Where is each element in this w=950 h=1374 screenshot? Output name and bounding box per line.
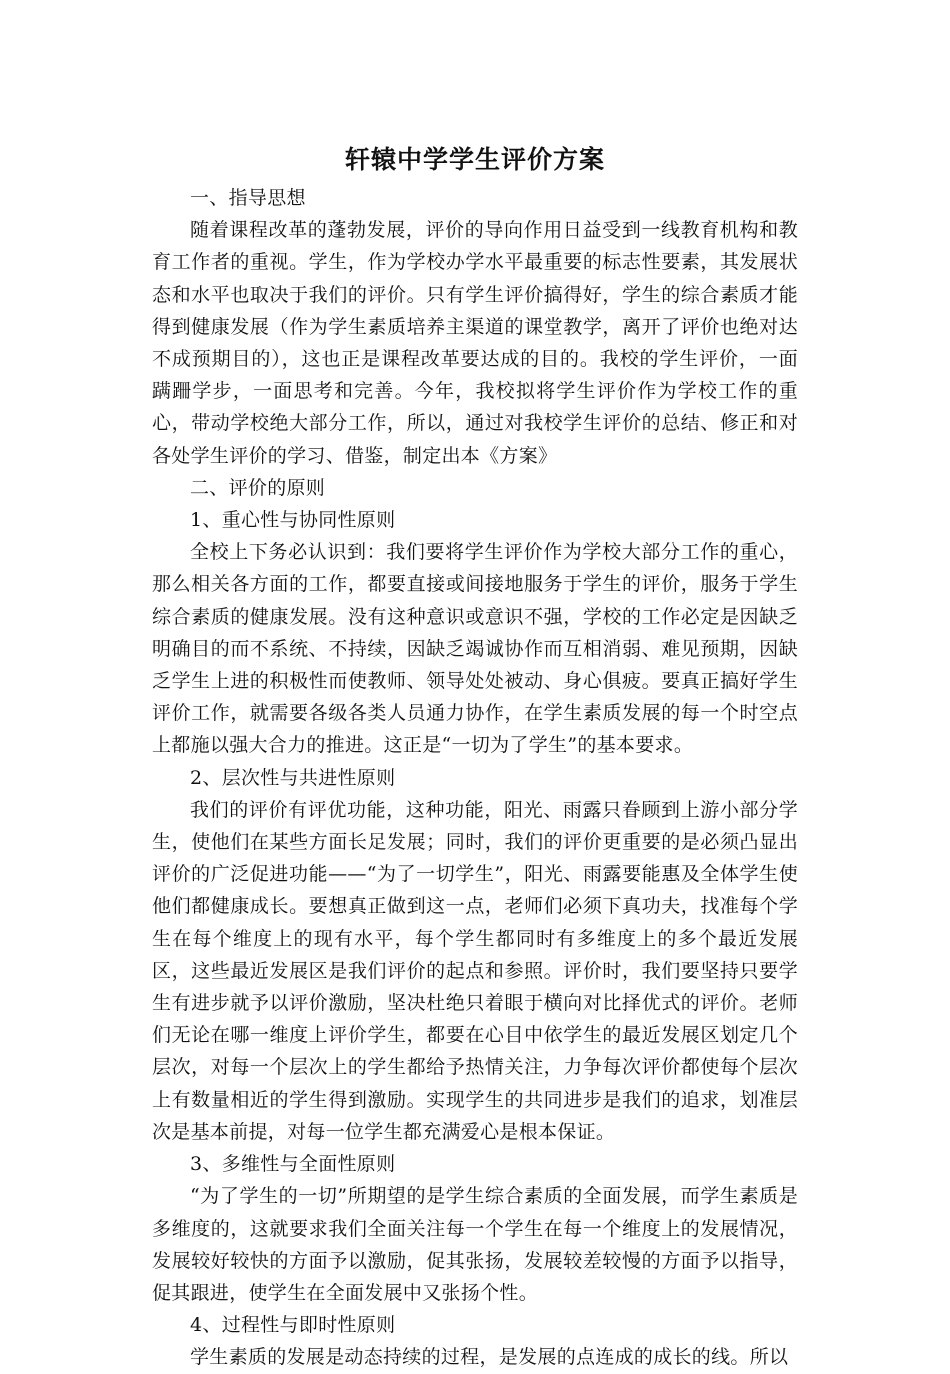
paragraph: 随着课程改革的蓬勃发展，评价的导向作用日益受到一线教育机构和教育工作者的重视。学生，作为学校办学水平最重要的标志性要素，其发展状态和水平也取决于我们的评价。只有学生评价搞得好，学生的综合素质才能得到健康发展（作为学生素质培养主渠道的课堂教学，离开了评价也绝对达不成预期目的），这也正是课程改革要达成的目的。我校的学生评价，一面蹒跚学步，一面思考和完善。今年，我校拟将学生评价作为学校工作的重心，带动学校绝大部分工作，所以，通过对我校学生评价的总结、修正和对各处学生评价的学习、借鉴，制定出本《方案》 [152,219,798,467]
section-heading: 二、评价的原则 [190,476,326,499]
subsection-heading: 3、多维性与全面性原则 [190,1153,396,1176]
paragraph: 我们的评价有评优功能，这种功能，阳光、雨露只眷顾到上游小部分学生，使他们在某些方面长足发展；同时，我们的评价更重要的是必须凸显出评价的广泛促进功能——“为了一切学生”，阳光、雨露要能惠及全体学生使他们都健康成长。要想真正做到这一点，老师们必须下真功夫，找准每个学生在每个维度上的现有水平，每个学生都同时有多维度上的多个最近发展区，这些最近发展区是我们评价的起点和参照。评价时，我们要坚持只要学生有进步就予以评价激励，坚决杜绝只着眼于横向对比择优式的评价。老师们无论在哪一维度上评价学生，都要在心目中依学生的最近发展区划定几个层次，对每一个层次上的学生都给予热情关注，力争每次评价都使每个层次上有数量相近的学生得到激励。实现学生的共同进步是我们的追求，划准层次是基本前提，对每一位学生都充满爱心是根本保证。 [152,798,798,1143]
subsection-heading: 1、重心性与协同性原则 [190,509,396,532]
document-title: 轩辕中学学生评价方案 [344,145,605,174]
subsection-heading: 4、过程性与即时性原则 [190,1314,396,1337]
document-page [152,140,798,1374]
subsection-heading: 2、层次性与共进性原则 [190,766,396,789]
section-heading: 一、指导思想 [190,187,306,209]
paragraph: 学生素质的发展是动态持续的过程，是发展的点连成的成长的线。所以 [190,1346,789,1369]
paragraph: “为了学生的一切”所期望的是学生综合素质的全面发展，而学生素质是多维度的，这就要求我们全面关注每一个学生在每一个维度上的发展情况，发展较好较快的方面予以激励，促其张扬，发展较差较慢的方面予以指导，促其跟进，使学生在全面发展中又张扬个性。 [152,1185,798,1304]
paragraph: 全校上下务必认识到：我们要将学生评价作为学校大部分工作的重心，那么相关各方面的工作，都要直接或间接地服务于学生的评价，服务于学生综合素质的健康发展。没有这种意识或意识不强，学校的工作必定是因缺乏明确目的而不系统、不持续，因缺乏竭诚协作而互相消弱、难见预期，因缺乏学生上进的积极性而使教师、领导处处被动、身心俱疲。要真正搞好学生评价工作，就需要各级各类人员通力协作，在学生素质发展的每一个时空点上都施以强大合力的推进。这正是“一切为了学生”的基本要求。 [152,541,798,757]
